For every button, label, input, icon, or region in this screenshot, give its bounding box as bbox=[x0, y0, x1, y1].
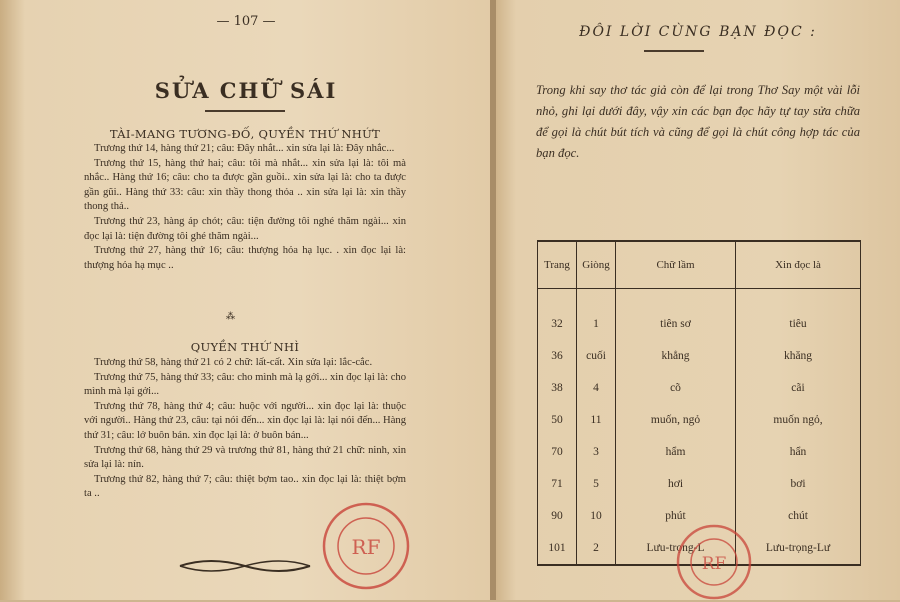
section1-body bbox=[84, 142, 406, 273]
table-cell: 36 bbox=[538, 340, 577, 372]
right-page bbox=[496, 0, 900, 600]
table-cell: hơi bbox=[616, 468, 736, 500]
table-row bbox=[538, 340, 861, 372]
page-number: — 107 — bbox=[216, 14, 276, 29]
table-cell: cõ bbox=[616, 372, 736, 404]
section2-heading: QUYỀN THỨ NHÌ bbox=[190, 340, 300, 354]
table-cell: 50 bbox=[538, 404, 577, 436]
title-rule bbox=[205, 110, 285, 112]
table-cell: 90 bbox=[538, 500, 577, 532]
table-cell: 5 bbox=[577, 468, 616, 500]
table-cell: khẳng bbox=[616, 340, 736, 372]
library-stamp bbox=[320, 500, 412, 592]
table-cell: hẩm bbox=[616, 436, 736, 468]
table-row bbox=[538, 404, 861, 436]
table-row bbox=[538, 468, 861, 500]
intro-text: Trong khi say thơ tác giả còn để lại trong Thơ Say một vài lỗi nhỏ, ghi lại dưới đây, vậy xin các bạn đọc hãy tự tay sửa chữa để gọi là chút bút tích và cũng để gọi là chút công hợp tác của bạn đọc. bbox=[536, 83, 860, 160]
table-cell: 32 bbox=[538, 289, 577, 341]
table-cell: Lưu-trọng-L bbox=[616, 532, 736, 565]
table-cell: 10 bbox=[577, 500, 616, 532]
table-cell: 38 bbox=[538, 372, 577, 404]
table-cell: tiêu bbox=[736, 289, 861, 341]
table-cell: chút bbox=[736, 500, 861, 532]
section2-body bbox=[84, 356, 406, 502]
table-row bbox=[538, 372, 861, 404]
column-header: Trang bbox=[538, 241, 577, 289]
table-cell: 1 bbox=[577, 289, 616, 341]
table-cell: 11 bbox=[577, 404, 616, 436]
table-cell: 71 bbox=[538, 468, 577, 500]
section1-heading: TÀI-MANG TƯƠNG-ĐỐ, QUYỀN THỨ NHỨT bbox=[109, 127, 381, 141]
paragraph: Trương thứ 78, hàng thứ 4; câu: huộc với người... xin đọc lại là: thuộc với người.. Hàng thứ 23, câu: tại nói đến... xin đọc lại là: lại nói đến... Hàng thứ 31; câu: lở buôn bán. xin đọc lại là: ở buôn bán... bbox=[84, 400, 406, 441]
svg-text:RF: RF bbox=[351, 535, 381, 559]
table-cell: phút bbox=[616, 500, 736, 532]
table-cell: cãi bbox=[736, 372, 861, 404]
table-cell: bơi bbox=[736, 468, 861, 500]
paragraph: Trương thứ 82, hàng thứ 7; câu: thiệt bợm tao.. xin đọc lại là: thiệt bợm ta .. bbox=[84, 473, 406, 500]
table-cell: Lưu-trọng-Lư bbox=[736, 532, 861, 565]
title-rule bbox=[644, 50, 704, 52]
table-cell: 2 bbox=[577, 532, 616, 565]
paragraph: Trương thứ 68, hàng thứ 29 và trương thứ 81, hàng thứ 21 chữ: ninh, xin sửa lại là: nín. bbox=[84, 444, 406, 471]
column-header: Chữ lầm bbox=[616, 241, 736, 289]
table-cell: muốn, ngỏ bbox=[616, 404, 736, 436]
column-header: Xin đọc là bbox=[736, 241, 861, 289]
decorative-flourish bbox=[175, 556, 315, 576]
table-cell: hẩn bbox=[736, 436, 861, 468]
column-header: Giòng bbox=[577, 241, 616, 289]
table-cell: tiên sơ bbox=[616, 289, 736, 341]
errata-table bbox=[537, 240, 861, 566]
table-cell: 101 bbox=[538, 532, 577, 565]
page-title: ĐÔI LỜI CÙNG BẠN ĐỌC : bbox=[579, 24, 817, 40]
paragraph: Trương thứ 75, hàng thứ 33; câu: cho mình mà lạ gởi... xin đọc lại là: cho mình mà lại gởi... bbox=[84, 371, 406, 398]
table-row bbox=[538, 289, 861, 341]
ornament: ⁂ bbox=[226, 312, 235, 322]
table-cell: 70 bbox=[538, 436, 577, 468]
paragraph: Trương thứ 58, hàng thứ 21 có 2 chữ: lất-cất. Xin sửa lại: lắc-cắc. bbox=[94, 357, 373, 368]
paragraph: Trương thứ 14, hàng thứ 21; câu: Đây nhắt... xin sửa lại là: Đây nhắc... bbox=[94, 143, 395, 154]
page-title: SỬA CHỮ SÁI bbox=[154, 78, 338, 103]
table-cell: cuối bbox=[577, 340, 616, 372]
svg-text:RF: RF bbox=[701, 554, 727, 574]
table-row bbox=[538, 436, 861, 468]
paragraph: Trương thứ 27, hàng thứ 16; câu: thượng hỏa hạ lục. . xin đọc lại là: thượng hỏa hạ mục .. bbox=[84, 245, 406, 271]
table-cell: 3 bbox=[577, 436, 616, 468]
table-cell: muốn ngỏ, bbox=[736, 404, 861, 436]
paragraph: Trương thứ 23, hàng áp chót; câu: tiện đường tôi nghé thăm ngài... xin đọc lại là: tiện đường tôi ghé thăm ngài... bbox=[84, 215, 406, 242]
table-cell: khăng bbox=[736, 340, 861, 372]
library-stamp bbox=[674, 522, 754, 602]
table-cell: 4 bbox=[577, 372, 616, 404]
paragraph: Trương thứ 15, hàng thứ hai; câu: tôi mà nhắt... xin sửa lại là: tôi mà nhắc.. Hàng thứ 16; câu: cho ta được gần guồi.. xin sửa lại là: cho ta được gần gũi.. Hàng thứ 33: câu: xin thầy thong thỏa .. xin sửa lại là: xin thầy thong thả.. bbox=[84, 157, 406, 213]
